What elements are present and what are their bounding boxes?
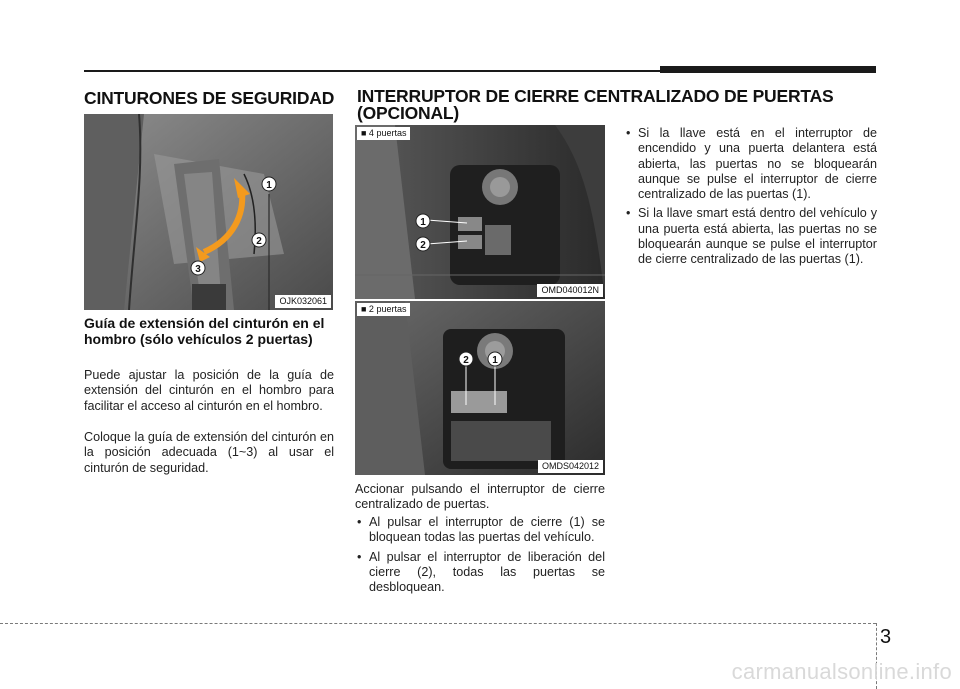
- door-switch-photo-2door: [355, 301, 605, 475]
- callout-2: 2: [463, 355, 469, 366]
- callout-2: 2: [420, 240, 426, 251]
- header-rule-accent: [660, 66, 876, 73]
- photo-code: OMDS042012: [538, 460, 603, 473]
- callout-1: 1: [420, 217, 426, 228]
- paragraph-1: Puede ajustar la posición de la guía de extensión del cinturón en el hombro para facilitar el acceso al cinturón en el hombro.: [84, 368, 334, 413]
- section-title-seatbelts: CINTURONES DE SEGURIDAD: [84, 88, 335, 108]
- list-item: • Si la llave está en el interruptor de encendido y una puerta delantera está abierta, las puertas no se bloquearán aunque se pulse el interruptor de cierre centralizado de las puertas (1).: [624, 126, 877, 202]
- notes-bullets: [624, 126, 877, 272]
- variant-tag: ■ 2 puertas: [357, 303, 410, 316]
- callout-1: 1: [492, 355, 498, 366]
- section-title-central-lock: [357, 88, 877, 122]
- footer-rule: [0, 623, 876, 624]
- callout-3: 3: [195, 264, 201, 275]
- section-title-line-1: INTERRUPTOR DE CIERRE CENTRALIZADO DE PUERTAS: [357, 86, 834, 106]
- list-item: • Al pulsar el interruptor de cierre (1) se bloquean todas las puertas del vehículo.: [355, 515, 605, 546]
- seatbelt-photo: [84, 114, 333, 310]
- callout-2: 2: [256, 236, 262, 247]
- list-item: • Si la llave smart está dentro del vehículo y una puerta está abierta, las puertas no se bloquearán aunque se pulse el interruptor de cierre centralizado de las puertas (1).: [624, 206, 877, 267]
- photo-code: OMD040012N: [537, 284, 603, 297]
- subheading-shoulder-guide: Guía de extensión del cinturón en el hombro (sólo vehículos 2 puertas): [84, 315, 325, 347]
- intro-paragraph: Accionar pulsando el interruptor de cierre centralizado de puertas.: [355, 482, 605, 512]
- door-switch-photo-4door: [355, 125, 605, 299]
- list-item: • Al pulsar el interruptor de liberación del cierre (2), todas las puertas se desbloquean.: [355, 550, 605, 596]
- paragraph-2: Coloque la guía de extensión del cinturón en la posición adecuada (1~3) al usar el cinturón de seguridad.: [84, 430, 334, 475]
- variant-tag: ■ 4 puertas: [357, 127, 410, 140]
- section-title-line-2: (OPCIONAL): [357, 103, 460, 123]
- photo-code: OJK032061: [275, 295, 331, 308]
- watermark: carmanualsonline.info: [731, 659, 952, 684]
- callout-1: 1: [266, 180, 272, 191]
- page-number: 3: [880, 626, 892, 648]
- lock-bullets: [355, 515, 605, 599]
